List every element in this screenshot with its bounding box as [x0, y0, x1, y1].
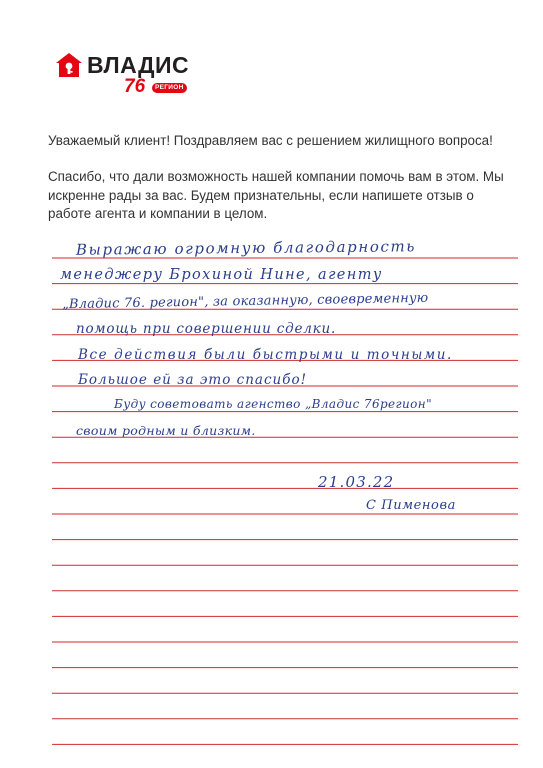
handwritten-date: 21.03.22 — [318, 473, 395, 491]
region-badge: РЕГИОН — [152, 83, 187, 93]
greeting-text: Уважаемый клиент! Поздравляем вас с решением жилищного вопроса! — [48, 133, 493, 148]
handwritten-line-3: „Владис 76. регион", за оказанную, своевременную — [61, 290, 429, 313]
handwritten-line-1: Выражаю огромную благодарность — [75, 237, 417, 259]
handwritten-line-2: менеджеру Брохиной Нине, агенту — [60, 267, 383, 283]
handwritten-line-5: Все действия были быстрыми и точными. — [78, 347, 453, 363]
region-number: 76 — [124, 76, 146, 97]
handwritten-line-8: своим родным и близким. — [76, 423, 256, 438]
handwritten-line-6: Большое ей за это спасибо! — [78, 372, 308, 388]
handwritten-line-4: помощь при совершении сделки. — [76, 321, 337, 337]
request-text: Спасибо, что дали возможность нашей компании помочь вам в этом. Мы искренне рады за вас. Будем признательны, если напишете отзыв о работе агента и компании в целом. — [48, 169, 504, 221]
brand-name: ВЛАДИС — [87, 52, 190, 78]
handwritten-line-7: Буду советовать агенство „Владис 76регион" — [114, 397, 433, 411]
handwritten-signature: С Пименова — [366, 498, 456, 513]
